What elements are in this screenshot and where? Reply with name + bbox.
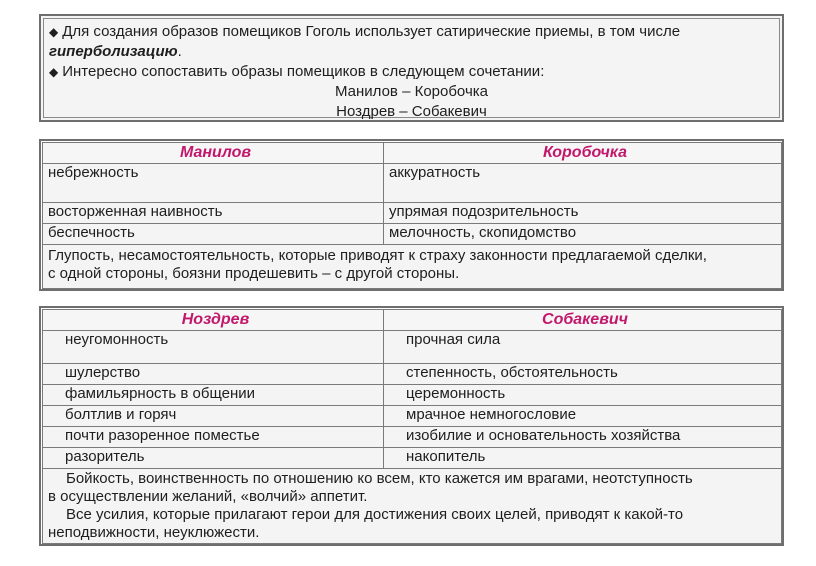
- table-row: [43, 448, 782, 469]
- intro-line-2: [49, 62, 774, 82]
- intro-text: [49, 22, 774, 122]
- cell-sobakevich: изобилие и основательность хозяйства: [384, 427, 782, 448]
- table-row: [43, 224, 782, 245]
- cell-sobakevich: степенность, обстоятельность: [384, 364, 782, 385]
- comparison-table-1: [42, 142, 782, 289]
- cell-nozdrev: разоритель: [43, 448, 384, 469]
- intro-period: .: [177, 43, 182, 60]
- summary-line-1: Глупость, несамостоятельность, которые приводят к страху законности предлагаемой сделки,: [48, 247, 707, 264]
- summary-row: [43, 469, 782, 544]
- intro-line-2-text: Интересно сопоставить образы помещиков в следующем сочетании:: [62, 63, 545, 80]
- summary-1-line-1: Бойкость, воинственность по отношению ко всем, кто кажется им врагами, неотступность: [66, 470, 693, 487]
- cell-sobakevich: накопитель: [384, 448, 782, 469]
- table-row: [43, 427, 782, 448]
- cell-manilov: беспечность: [43, 224, 384, 245]
- table-row: [43, 203, 782, 224]
- header-sobakevich: Собакевич: [384, 310, 782, 331]
- cell-nozdrev: болтлив и горяч: [43, 406, 384, 427]
- diamond-bullet-icon: ◆: [49, 65, 59, 79]
- cell-nozdrev: фамильярность в общении: [43, 385, 384, 406]
- table-row: [43, 364, 782, 385]
- cell-korobochka: аккуратность: [384, 164, 782, 203]
- summary-row: [43, 245, 782, 289]
- cell-nozdrev: неугомонность: [43, 331, 384, 364]
- summary-cell: [43, 469, 782, 544]
- summary-cell: [43, 245, 782, 289]
- header-nozdrev: Ноздрев: [43, 310, 384, 331]
- intro-line-1: [49, 22, 774, 42]
- intro-line-1-cont: [49, 42, 774, 62]
- intro-line-1-text: Для создания образов помещиков Гоголь использует сатирические приемы, в том числе: [62, 23, 681, 40]
- table-row: [43, 331, 782, 364]
- pair-nozdrev-sobakevich: Ноздрев – Собакевич: [336, 103, 487, 120]
- table-row: [43, 385, 782, 406]
- cell-manilov: небрежность: [43, 164, 384, 203]
- header-korobochka: Коробочка: [384, 143, 782, 164]
- cell-sobakevich: прочная сила: [384, 331, 782, 364]
- cell-korobochka: упрямая подозрительность: [384, 203, 782, 224]
- pair-manilov-korobochka: Манилов – Коробочка: [335, 83, 488, 100]
- cell-nozdrev: почти разоренное поместье: [43, 427, 384, 448]
- cell-manilov: восторженная наивность: [43, 203, 384, 224]
- summary-2-line-1: Все усилия, которые прилагают герои для достижения своих целей, приводят к какой-то: [66, 506, 684, 523]
- cell-sobakevich: мрачное немногословие: [384, 406, 782, 427]
- intro-box: [39, 14, 784, 122]
- diamond-bullet-icon: ◆: [49, 25, 59, 39]
- table-row: [43, 406, 782, 427]
- summary-2-line-2: неподвижности, неуклюжести.: [48, 524, 260, 541]
- cell-sobakevich: церемонность: [384, 385, 782, 406]
- summary-line-2: с одной стороны, боязни продешевить – с другой стороны.: [48, 265, 460, 282]
- cell-korobochka: мелочность, скопидомство: [384, 224, 782, 245]
- summary-1-line-2: в осуществлении желаний, «волчий» аппетит.: [48, 488, 368, 505]
- cell-nozdrev: шулерство: [43, 364, 384, 385]
- table-row: [43, 164, 782, 203]
- header-manilov: Манилов: [43, 143, 384, 164]
- comparison-table-2: [42, 309, 782, 544]
- intro-emphasis: гиперболизацию: [49, 43, 178, 60]
